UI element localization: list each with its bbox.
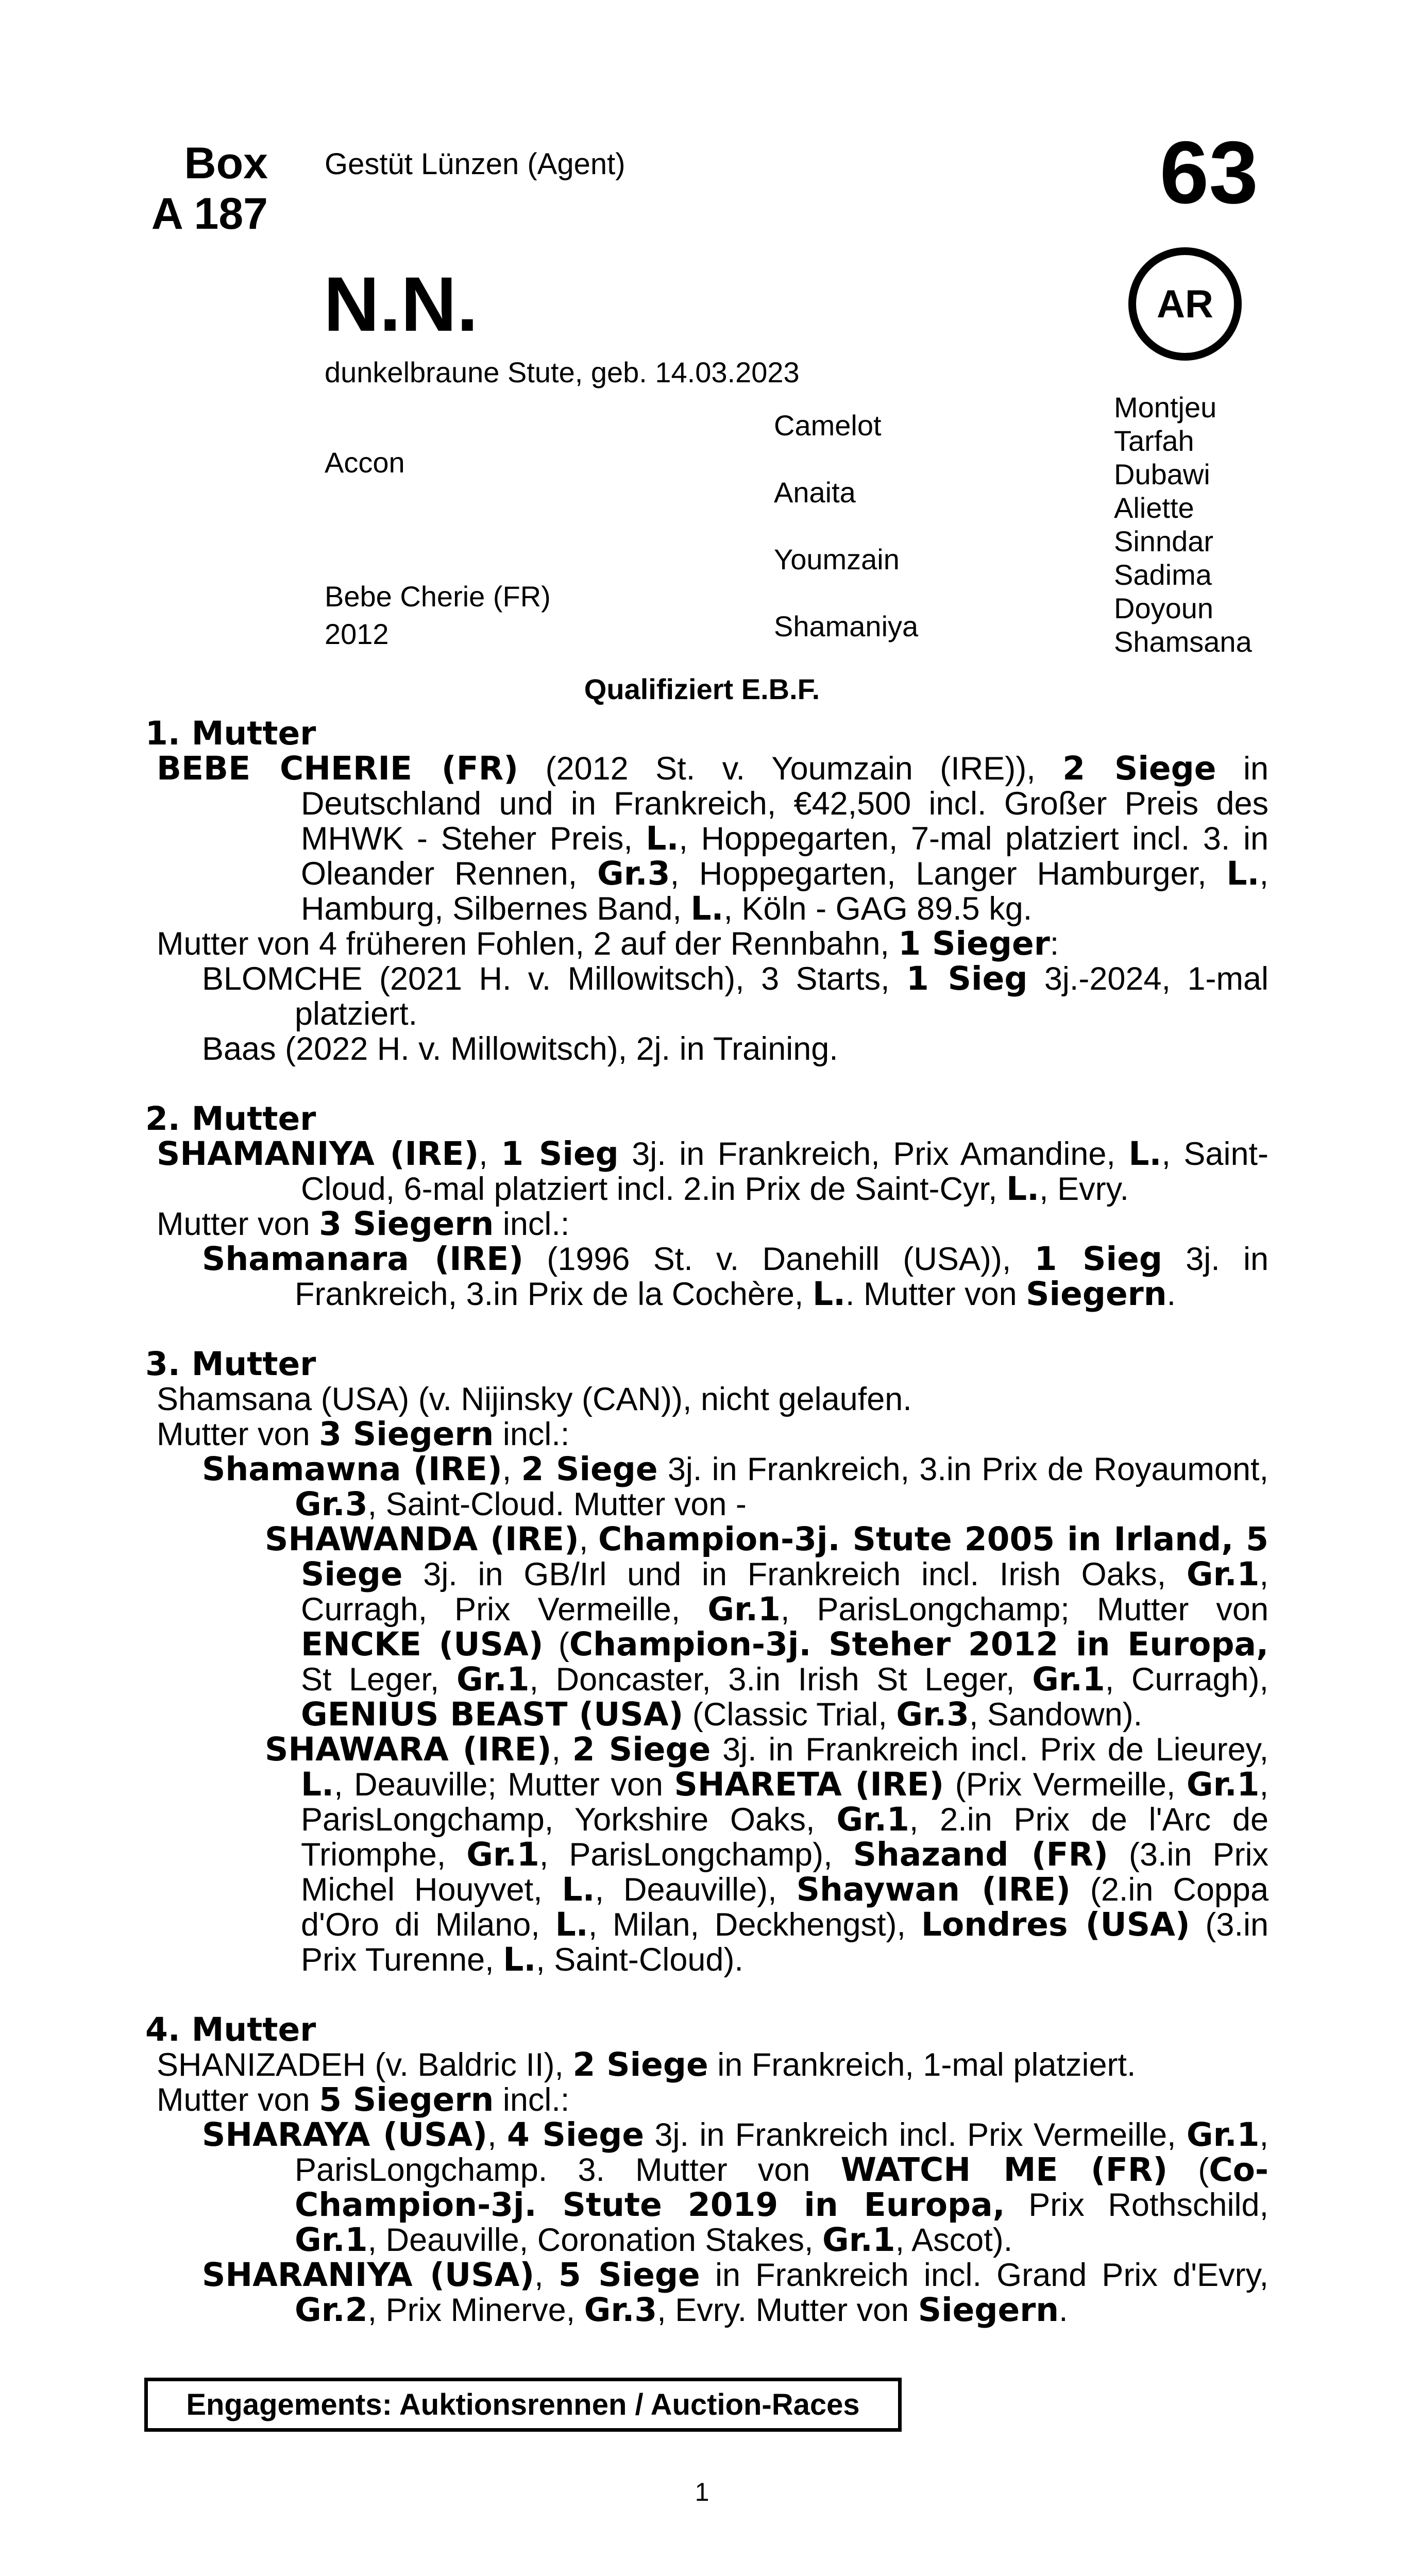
bold-run: L. bbox=[301, 1766, 334, 1803]
horse-description: dunkelbraune Stute, geb. 14.03.2023 bbox=[325, 356, 800, 388]
bold-run: Gr.1 bbox=[1186, 1555, 1260, 1593]
bold-run: Co-Champion-3j. Stute 2019 in Europa, bbox=[295, 2151, 1268, 2224]
bold-run: L. bbox=[1006, 1170, 1040, 1208]
bold-run: 5 Siege bbox=[558, 2256, 700, 2294]
bold-run: Londres (USA) bbox=[921, 1906, 1190, 1943]
bold-run: 2 Siege bbox=[521, 1450, 658, 1488]
bold-run: L. bbox=[555, 1906, 588, 1943]
foal-entry: SHARANIYA (USA), 5 Siege in Frankreich incl. Grand Prix d'Evry, Gr.2, Prix Minerve, Gr.3, Evry. Mutter von Siegern. bbox=[202, 2256, 1268, 2329]
section-heading: 4. Mutter bbox=[145, 2011, 316, 2048]
bold-run: L. bbox=[503, 1941, 536, 1978]
foal-entry: Shamawna (IRE), 2 Siege 3j. in Frankreich, 3.in Prix de Royaumont, Gr.3, Saint-Cloud. Mutter von - bbox=[202, 1450, 1268, 1523]
bold-run: L. bbox=[646, 820, 679, 857]
bold-run: 1 Sieg bbox=[906, 960, 1028, 997]
bold-run: L. bbox=[690, 890, 724, 927]
produce-line: Mutter von 3 Siegern incl.: bbox=[157, 1205, 570, 1243]
box-word: Box bbox=[184, 139, 268, 188]
bold-run: BEBE CHERIE (FR) bbox=[157, 750, 519, 787]
ar-badge bbox=[1128, 247, 1242, 361]
pedigree-gen3-item: Shamsana bbox=[1114, 625, 1252, 658]
ar-badge-label: AR bbox=[1157, 282, 1213, 326]
pedigree-gen3-item: Dubawi bbox=[1114, 458, 1210, 490]
bold-run: Gr.3 bbox=[295, 1485, 368, 1523]
dam-entry: BEBE CHERIE (FR) (2012 St. v. Youmzain (IRE)), 2 Siege in Deutschland und in Frankreich, €42,500 incl. Großer Preis des MHWK - Steher Preis, L., Hoppegarten, 7-mal platziert incl. 3. in Oleander Rennen, Gr.3, Hoppegarten, Langer Hamburger, L., Hamburg, Silbernes Band, L., Köln - GAG 89.5 kg. bbox=[157, 750, 1268, 927]
foal-entry: SHARAYA (USA), 4 Siege 3j. in Frankreich incl. Prix Vermeille, Gr.1, ParisLongchamp. 3. Mutter von WATCH ME (FR) (Co-Champion-3j. Stute 2019 in Europa, Prix Rothschild, Gr.1, Deauville, Coronation Stakes, Gr.1, Ascot). bbox=[202, 2116, 1269, 2259]
foal-entry: Baas (2022 H. v. Millowitsch), 2j. in Training. bbox=[202, 1031, 838, 1067]
bold-run: SHAWANDA (IRE) bbox=[265, 1520, 579, 1558]
bold-run: Gr.2 bbox=[295, 2291, 368, 2329]
bold-run: Champion-3j. Steher 2012 in Europa, bbox=[569, 1625, 1268, 1663]
grandfoal-entry: SHAWARA (IRE), 2 Siege 3j. in Frankreich incl. Prix de Lieurey, L., Deauville; Mutter von SHARETA (IRE) (Prix Vermeille, Gr.1, ParisLongchamp, Yorkshire Oaks, Gr.1, 2.in Prix de l'Arc de Triomphe, Gr.1, ParisLongchamp), Shazand (FR) (3.in Prix Michel Houyvet, L., Deauville), Shaywan (IRE) (2.in Coppa d'Oro di Milano, L., Milan, Deckhengst), Londres (USA) (3.in Prix Turenne, L., Saint-Cloud). bbox=[265, 1731, 1269, 1978]
bold-run: 1 Sieger bbox=[898, 925, 1050, 962]
bold-run: SHAWARA (IRE) bbox=[265, 1731, 552, 1768]
pedigree-dam: Bebe Cherie (FR) bbox=[325, 580, 551, 613]
bold-run: SHARETA (IRE) bbox=[674, 1766, 944, 1803]
bold-run: Gr.1 bbox=[295, 2221, 368, 2259]
bold-run: 1 Sieg bbox=[1034, 1240, 1162, 1278]
bold-run: Gr.3 bbox=[584, 2291, 657, 2329]
bold-run: 1 Sieg bbox=[501, 1135, 619, 1173]
consignor: Gestüt Lünzen (Agent) bbox=[325, 147, 625, 181]
pedigree-sire: Accon bbox=[325, 446, 405, 479]
bold-run: Gr.3 bbox=[896, 1696, 969, 1733]
pedigree-gen3-item: Sadima bbox=[1114, 558, 1212, 591]
dam-entry: SHANIZADEH (v. Baldric II), 2 Siege in Frankreich, 1-mal platziert. bbox=[157, 2046, 1136, 2083]
qualification: Qualifiziert E.B.F. bbox=[584, 673, 820, 705]
horse-name: N.N. bbox=[324, 261, 478, 347]
bold-run: 4 Siege bbox=[506, 2116, 645, 2154]
section-heading: 1. Mutter bbox=[145, 715, 316, 752]
pedigree-gen3-item: Montjeu bbox=[1114, 391, 1217, 423]
bold-run: Gr.3 bbox=[597, 855, 670, 892]
bold-run: Gr.1 bbox=[1186, 1766, 1260, 1803]
bold-run: Gr.1 bbox=[822, 2221, 895, 2259]
pedigree-gen3-item: Tarfah bbox=[1114, 425, 1194, 457]
bold-run: 5 Siegern bbox=[319, 2081, 494, 2119]
bold-run: Shaywan (IRE) bbox=[796, 1871, 1071, 1908]
bold-run: Champion-3j. Stute 2005 in Irland, 5 Siege bbox=[301, 1520, 1269, 1593]
grandfoal-entry: SHAWANDA (IRE), Champion-3j. Stute 2005 in Irland, 5 Siege 3j. in GB/Irl und in Frankreich incl. Irish Oaks, Gr.1, Curragh, Prix Vermeille, Gr.1, ParisLongchamp; Mutter von ENCKE (USA) (Champion-3j. Steher 2012 in Europa, St Leger, Gr.1, Doncaster, 3.in Irish St Leger, Gr.1, Curragh), GENIUS BEAST (USA) (Classic Trial, Gr.3, Sandown). bbox=[265, 1520, 1269, 1733]
pedigree-sire-sire: Camelot bbox=[774, 409, 882, 442]
bold-run: Gr.1 bbox=[466, 1836, 539, 1873]
bold-run: WATCH ME (FR) bbox=[840, 2151, 1168, 2189]
foal-entry: Shamanara (IRE) (1996 St. v. Danehill (USA)), 1 Sieg 3j. in Frankreich, 3.in Prix de la Cochère, L.. Mutter von Siegern. bbox=[202, 1240, 1269, 1313]
bold-run: L. bbox=[1226, 855, 1260, 892]
pedigree-dam-dam: Shamaniya bbox=[774, 610, 919, 642]
lot-number: 63 bbox=[1159, 123, 1258, 222]
box-number: A 187 bbox=[151, 189, 268, 239]
bold-run: Siegern bbox=[918, 2291, 1059, 2329]
pedigree-gen3-item: Sinndar bbox=[1114, 525, 1214, 557]
produce-line: Mutter von 3 Siegern incl.: bbox=[157, 1415, 570, 1453]
section-heading: 3. Mutter bbox=[145, 1345, 316, 1383]
pedigree-gen3-item: Doyoun bbox=[1114, 592, 1214, 624]
dam-line bbox=[145, 716, 1268, 2328]
bold-run: Gr.1 bbox=[836, 1801, 909, 1838]
bold-run: Gr.1 bbox=[1032, 1660, 1105, 1698]
bold-run: SHARANIYA (USA) bbox=[202, 2256, 535, 2294]
section-heading: 2. Mutter bbox=[145, 1100, 316, 1138]
bold-run: GENIUS BEAST (USA) bbox=[301, 1696, 684, 1733]
bold-run: Gr.1 bbox=[707, 1590, 781, 1628]
bold-run: SHARAYA (USA) bbox=[202, 2116, 488, 2154]
page-number: 1 bbox=[695, 2478, 709, 2506]
bold-run: Shamanara (IRE) bbox=[202, 1240, 524, 1278]
bold-run: 3 Siegern bbox=[319, 1415, 494, 1453]
bold-run: 3 Siegern bbox=[319, 1205, 494, 1243]
bold-run: 2 Siege bbox=[572, 2046, 708, 2083]
bold-run: Gr.1 bbox=[1186, 2116, 1260, 2154]
dam-entry: Shamsana (USA) (v. Nijinsky (CAN)), nicht gelaufen. bbox=[157, 1381, 912, 1417]
bold-run: 2 Siege bbox=[1062, 750, 1216, 787]
pedigree-dam-sire: Youmzain bbox=[774, 543, 900, 575]
bold-run: 2 Siege bbox=[572, 1731, 711, 1768]
produce-line: Mutter von 4 früheren Fohlen, 2 auf der Rennbahn, 1 Sieger: bbox=[157, 925, 1059, 962]
bold-run: Shamawna (IRE) bbox=[202, 1450, 502, 1488]
bold-run: Gr.1 bbox=[456, 1660, 530, 1698]
bold-run: L. bbox=[1128, 1135, 1162, 1173]
pedigree-dam-year: 2012 bbox=[325, 618, 389, 650]
bold-run: ENCKE (USA) bbox=[301, 1625, 544, 1663]
bold-run: L. bbox=[812, 1275, 846, 1313]
produce-line: Mutter von 5 Siegern incl.: bbox=[157, 2081, 570, 2119]
pedigree-gen3-item: Aliette bbox=[1114, 492, 1194, 524]
foal-entry: BLOMCHE (2021 H. v. Millowitsch), 3 Starts, 1 Sieg 3j.-2024, 1-mal platziert. bbox=[202, 960, 1268, 1032]
bold-run: L. bbox=[562, 1871, 595, 1908]
engagements-box bbox=[144, 2378, 902, 2432]
pedigree-sire-dam: Anaita bbox=[774, 476, 856, 509]
box-label bbox=[144, 138, 268, 239]
bold-run: Siegern bbox=[1026, 1275, 1167, 1313]
bold-run: Shazand (FR) bbox=[853, 1836, 1108, 1873]
bold-run: SHAMANIYA (IRE) bbox=[157, 1135, 479, 1173]
engagements-label: Engagements: Auktionsrennen / Auction-Races bbox=[186, 2388, 860, 2421]
dam-entry: SHAMANIYA (IRE), 1 Sieg 3j. in Frankreich, Prix Amandine, L., Saint-Cloud, 6-mal platziert incl. 2.in Prix de Saint-Cyr, L., Evry. bbox=[157, 1135, 1268, 1208]
